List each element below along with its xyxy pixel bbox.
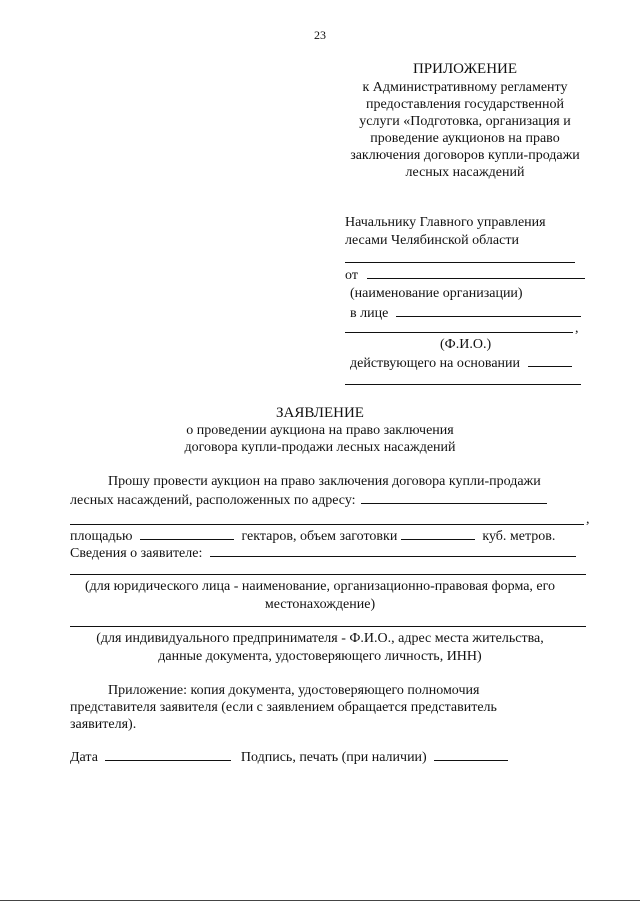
address-field[interactable] bbox=[361, 491, 547, 504]
legal-hint-1: (для юридического лица - наименование, организационно-правовая форма, его bbox=[84, 579, 556, 594]
attachment-line-1: Приложение: копия документа, удостоверяющего полномочия bbox=[108, 683, 480, 698]
basis-label: действующего на основании bbox=[350, 356, 521, 371]
area-field[interactable] bbox=[140, 527, 234, 540]
signature-label: Подпись, печать (при наличии) bbox=[240, 750, 427, 765]
from-label: от bbox=[345, 268, 358, 283]
from-row bbox=[345, 266, 595, 285]
basis-blank-line[interactable] bbox=[345, 384, 581, 385]
applicant-blank-line[interactable] bbox=[70, 574, 586, 575]
area-label: площадью bbox=[70, 529, 133, 544]
attachment-line-2: представителя заявителя (если с заявлением обращается представитель bbox=[70, 700, 497, 715]
comma: , bbox=[575, 321, 579, 336]
addressee-line-1: Начальнику Главного управления bbox=[345, 215, 546, 230]
in-person-label: в лице bbox=[350, 306, 389, 321]
appendix-line: проведение аукционов на право bbox=[370, 131, 560, 146]
applicant-label: Сведения о заявителе: bbox=[70, 546, 203, 561]
basis-row bbox=[350, 354, 590, 373]
hectares-label: гектаров, объем заготовки bbox=[241, 529, 398, 544]
volume-field[interactable] bbox=[401, 527, 475, 540]
org-hint: (наименование организации) bbox=[350, 286, 523, 301]
statement-subtitle-2: договора купли-продажи лесных насаждений bbox=[184, 440, 456, 455]
ip-hint-2: данные документа, удостоверяющего личность, ИНН) bbox=[158, 649, 482, 664]
attachment-line-3: заявителя). bbox=[70, 717, 137, 732]
applicant-row bbox=[70, 544, 590, 563]
request-line-1: Прошу провести аукцион на право заключения договора купли-продажи bbox=[108, 474, 541, 489]
address-row bbox=[70, 491, 590, 510]
in-person-field[interactable] bbox=[396, 304, 581, 317]
appendix-line: лесных насаждений bbox=[405, 165, 525, 180]
in-person-row bbox=[350, 304, 600, 323]
fio-hint: (Ф.И.О.) bbox=[440, 337, 492, 352]
appendix-line: предоставления государственной bbox=[365, 97, 565, 112]
appendix-line: к Административному регламенту bbox=[362, 80, 568, 95]
legal-hint-2: местонахождение) bbox=[264, 597, 376, 612]
date-field[interactable] bbox=[105, 748, 231, 761]
statement-subtitle-1: о проведении аукциона на право заключения bbox=[186, 423, 454, 438]
appendix-title: ПРИЛОЖЕНИЕ bbox=[412, 61, 518, 77]
from-field[interactable] bbox=[367, 266, 585, 279]
cubic-label: куб. метров. bbox=[482, 529, 556, 544]
addressee-line-2: лесами Челябинской области bbox=[345, 233, 519, 248]
appendix-line: услуги «Подготовка, организация и bbox=[359, 114, 571, 129]
signature-field[interactable] bbox=[434, 748, 508, 761]
statement-title: ЗАЯВЛЕНИЕ bbox=[276, 405, 364, 421]
date-signature-row bbox=[70, 748, 590, 767]
appendix-block bbox=[330, 60, 600, 181]
basis-field[interactable] bbox=[528, 354, 572, 367]
page-bottom-edge bbox=[0, 900, 640, 901]
addressee-blank-line[interactable] bbox=[345, 262, 575, 263]
address-blank-line[interactable] bbox=[70, 524, 584, 525]
address-comma: , bbox=[586, 512, 590, 527]
representative-blank-line[interactable] bbox=[345, 332, 573, 333]
applicant-field[interactable] bbox=[210, 544, 576, 557]
ip-hint-1: (для индивидуального предпринимателя - Ф.И.О., адрес места жительства, bbox=[96, 631, 544, 646]
appendix-line: заключения договоров купли-продажи bbox=[350, 148, 580, 163]
ip-blank-line[interactable] bbox=[70, 626, 586, 627]
address-label: лесных насаждений, расположенных по адресу: bbox=[70, 493, 356, 508]
page-number: 23 bbox=[314, 28, 326, 42]
date-label: Дата bbox=[70, 750, 98, 765]
